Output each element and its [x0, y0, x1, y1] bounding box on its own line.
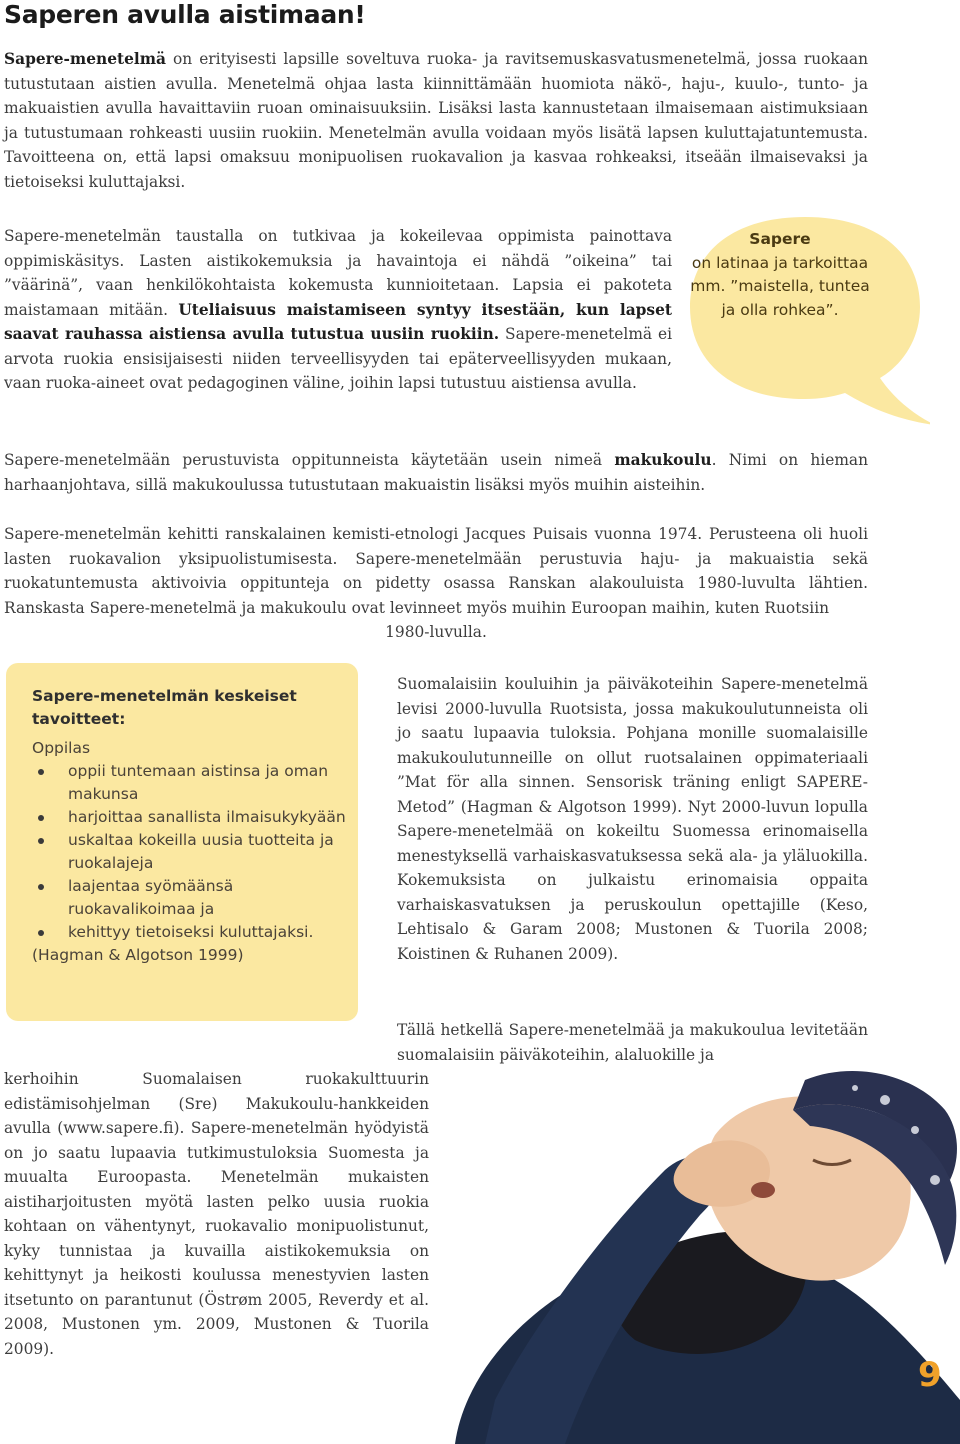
goals-item: kehittyy tietoiseksi kuluttajaksi.	[32, 921, 352, 944]
history-text: Sapere-menetelmän kehitti ranskalainen kemisti-etnologi Jacques Puisais vuonna 1974. Perusteena oli huoli lasten ruokavalion yksipuolistumisesta. Sapere-menetelmään perustuvia haju- ja makuaistia sekä ruokatuntemusta aktivoivia oppitunteja on pidetty osassa Ranskan alakouluista 1980-luvulta lähtien. Ranskasta Sapere-menetelmä ja makukoulu ovat levinneet myös muihin Euroopan maihin, kuten Ruotsiin	[4, 525, 868, 617]
page-title: Saperen avulla aistimaan!	[4, 0, 366, 29]
goals-content	[32, 685, 352, 967]
goals-item: harjoittaa sanallista ilmaisukykyään	[32, 806, 352, 829]
goals-source: (Hagman & Algotson 1999)	[32, 946, 244, 964]
goals-item: uskaltaa kokeilla uusia tuotteita ja ruokalajeja	[32, 829, 352, 875]
bubble-body: on latinaa ja tarkoittaa mm. ”maistella, tuntea ja olla rohkea”.	[690, 253, 870, 319]
intro-bold-lead: Sapere-menetelmä	[4, 50, 166, 68]
goals-list	[32, 760, 352, 944]
makukoulu-text-b: . Nimi on hieman harhaanjohtava, sillä makukoulussa tutustutaan makuaistin lisäksi myös muihin aisteihin.	[4, 451, 868, 494]
background-bold: Uteliaisuus maistamiseen syntyy itsestään, kun lapset saavat rauhassa aistiensa avulla tutustua uusiin ruokiin.	[4, 300, 672, 343]
history-last-line: 1980-luvulla.	[385, 623, 487, 641]
background-text-b: Sapere-menetelmä ei arvota ruokia ensisijaisesti niiden terveellisyyden tai epäterveellisyyden mukaan, vaan ruoka-aineet ovat pedagoginen väline, joihin lapsi tutustuu aistiensa avulla.	[4, 325, 673, 392]
intro-text: on erityisesti lapsille soveltuva ruoka- ja ravitsemuskasvatusmenetelmä, jossa ruokaan tutustutaan aistien avulla. Menetelmä ohjaa lasta kiinnittämään huomiota näkö-, haju-, kuulo-, tunto- ja makuaistien avulla havaittaviin ruoan ominaisuuksiin. Lisäksi lasta kannustetaan ilmaisemaan aistimuksiaan ja tutustumaan rohkeasti uusiin ruokiin. Menetelmän avulla voidaan myös lisätä lapsen kuluttajatuntemusta. Tavoitteena on, että lapsi omaksuu monipuolisen ruokavalion ja kasvaa rohkeaksi, itseään ilmaisevaksi ja tietoiseksi kuluttajaksi.	[4, 50, 868, 191]
current-paragraph-start: Tällä hetkellä Sapere-menetelmää ja makukoulua levitetään suomalaisiin päiväkoteihin, alaluokille ja	[397, 1021, 868, 1064]
background-paragraph	[4, 224, 672, 396]
child-tasting-photo	[415, 1040, 960, 1444]
goals-item: oppii tuntemaan aistinsa ja oman makunsa	[32, 760, 352, 806]
goals-lead: Oppilas	[32, 739, 91, 757]
makukoulu-paragraph	[4, 448, 868, 497]
makukoulu-bold: makukoulu	[614, 451, 712, 469]
background-text-a: Sapere-menetelmän taustalla on tutkivaa ja kokeilevaa oppimista painottava oppimiskäsitys. Lasten aistikokemuksia ja havaintoja ei nähdä ”oikeina” tai ”väärinä”, vaan henkilökohtaista kokemusta kunnioitetaan. Lapsia ei pakoteta maistamaan mitään.	[4, 227, 672, 319]
makukoulu-text-a: Sapere-menetelmään perustuvista oppitunneista käytetään usein nimeä	[4, 451, 615, 469]
bubble-text	[684, 228, 876, 322]
goals-heading: Sapere-menetelmän keskeiset tavoitteet:	[32, 687, 297, 728]
goals-item: laajentaa syömäänsä ruokavalikoimaa ja	[32, 875, 352, 921]
bubble-title: Sapere	[749, 230, 811, 248]
page-number: 9	[918, 1355, 942, 1395]
history-paragraph	[4, 522, 868, 645]
current-paragraph-rest: kerhoihin Suomalaisen ruokakulttuurin edistämisohjelman (Sre) Makukoulu-hankkeiden avulla (www.sapere.fi). Sapere-menetelmän hyödyistä on jo saatu lupaavia tutkimustuloksia Suomesta ja muualta Euroopasta. Menetelmän mukaisten aistiharjoitusten myötä lasten pelko uusia ruokia kohtaan on vähentynyt, ruokavalio monipuolistunut, kyky tunnistaa ja kuvailla aistikokemuksia on kehittynyt ja heikosti koulussa menestyvien lasten itsetunto on parantunut (Östrøm 2005, Reverdy et al. 2008, Mustonen ym. 2009, Mustonen & Tuorila 2009).	[4, 1070, 429, 1358]
intro-paragraph	[4, 47, 868, 194]
finland-paragraph: Suomalaisiin kouluihin ja päiväkoteihin Sapere-menetelmä levisi 2000-luvulla Ruotsista, jossa makukoulutunneista oli jo saatu lupaavia tuloksia. Pohjana monille suomalaisille makukoulutunneille on ollut ruotsalainen oppimateriaali ”Mat för alla sinnen. Sensorisk träning enligt SAPERE-Metod” (Hagman & Algotson 1999). Nyt 2000-luvun lopulla Sapere-menetelmää on kokeiltu Suomessa erinomaisella menestyksellä varhaiskasvatuksessa sekä ala- ja yläluokilla. Kokemuksista on julkaistu erinomaisia oppaita varhaiskasvatuksen ja peruskoulun opettajille (Keso, Lehtisalo & Garam 2008; Mustonen & Tuorila 2008; Koistinen & Ruhanen 2009).	[397, 675, 868, 963]
